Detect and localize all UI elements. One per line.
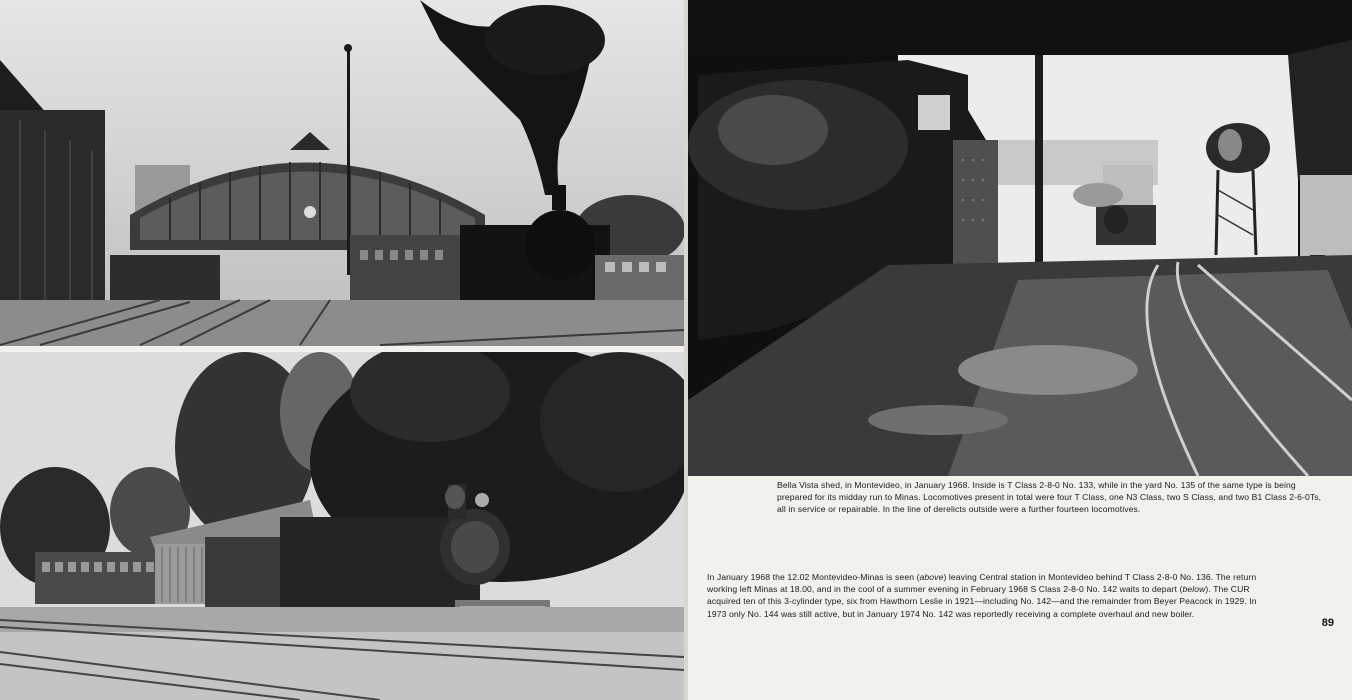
caption-main-above: above	[919, 572, 944, 582]
page-number: 89	[1321, 617, 1334, 629]
caption-main	[707, 571, 1275, 620]
caption-main-part2: ) leaving Central station in Montevideo behind T Class 2-8-0 No. 136. The return working left Minas at 18.00, and in the cool of a summer evening in February 1968 S Class 2-8-0 No. 142 waits to depart (	[707, 572, 1257, 595]
photo-s-class-departing	[0, 352, 684, 700]
caption-main-part1: In January 1968 the 12.02 Montevideo-Minas is seen (	[707, 572, 920, 582]
photo-bella-vista-shed	[688, 0, 1352, 476]
caption-main-below: below	[1182, 584, 1206, 595]
photo-central-station	[0, 0, 684, 346]
caption-shed-text: Bella Vista shed, in Montevideo, in January 1968. Inside is T Class 2-8-0 No. 133, while in the yard No. 135 of the same type is being prepared for its midday run to Minas. Locomotives present in total were four T Class, one N3 Class, two S Class, and two B1 Class 2-6-0Ts, all in service or repairable. In the line of derelicts outside were a further fourteen locomotives.	[777, 480, 1322, 515]
caption-main-part3: ). The CUR acquired ten of this 3-cylinder type, six from Hawthorn Leslie in 1921—including No. 142—and the remainder from Beyer Peacock in 1929. In 1973 only No. 144 was still active, but in January 1974 No. 142 was reportedly receiving a complete overhaul and new boiler.	[707, 584, 1257, 619]
right-page	[688, 0, 1352, 700]
caption-bella-vista-shed	[777, 479, 1322, 516]
